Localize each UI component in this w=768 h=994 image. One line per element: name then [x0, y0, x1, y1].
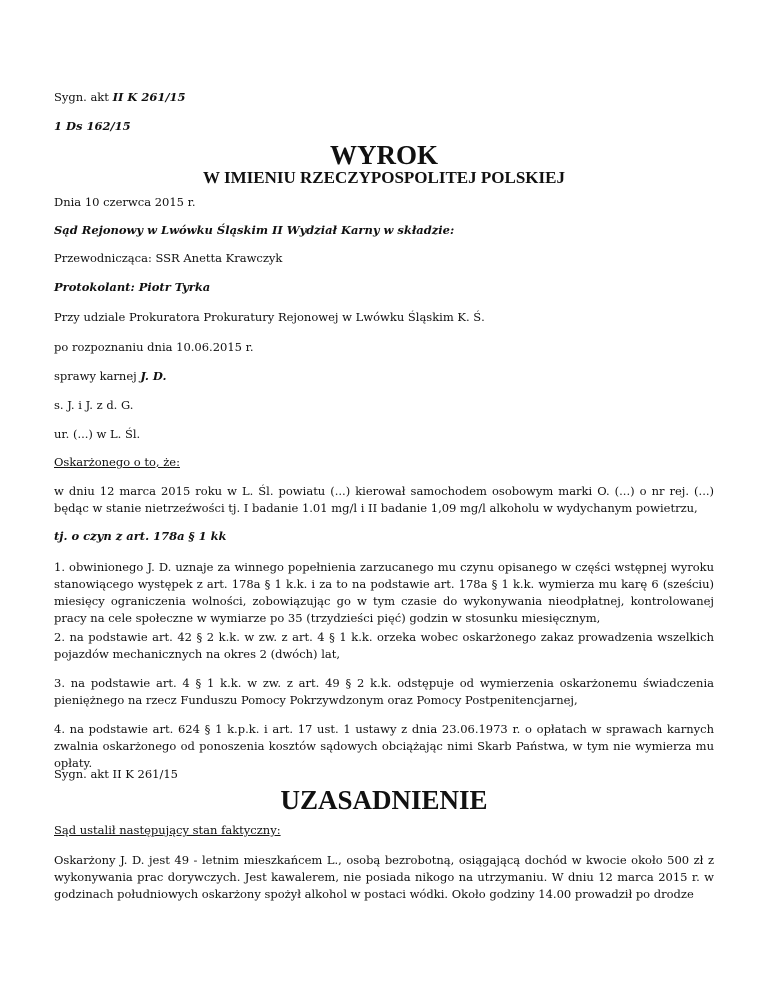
charge-article: tj. o czyn z art. 178a § 1 kk	[54, 529, 227, 543]
verdict-point-4: 4. na podstawie art. 624 § 1 k.p.k. i art. 17 ust. 1 ustawy z dnia 23.06.1973 r. o opłatach w sprawach karnych zwalnia oskarżonego od ponoszenia kosztów sądowych obciążając nimi Skarb Państwa, w tym nie wymierza mu opłaty.	[54, 722, 714, 770]
verdict-date: Dnia 10 czerwca 2015 r.	[54, 195, 196, 209]
facts-heading: Sąd ustalił następujący stan faktyczny:	[54, 823, 281, 837]
verdict-point-3: 3. na podstawie art. 4 § 1 k.k. w zw. z art. 49 § 2 k.k. odstępuje od wymierzenia oskarżonemu świadczenia pieniężnego na rzecz Funduszu Pomocy Pokrzywdzonym oraz Pomocy Postpenitencjarnej,	[54, 676, 714, 707]
facts-text: Oskarżony J. D. jest 49 - letnim mieszkańcem L., osobą bezrobotną, osiągającą dochód w kwocie około 500 zł z wykonywania prac dorywczych. Jest kawalerem, nie posiada nikogo na utrzymaniu. W dniu 12 marca 2015 r. w godzinach południowych oskarżony spożył alkohol w postaci wódki. Około godziny 14.00 prowadził po drodze	[54, 853, 714, 901]
parents-line: s. J. i J. z d. G.	[54, 398, 134, 412]
court-clerk: Protokolant: Piotr Tyrka	[54, 280, 211, 294]
verdict-title: WYROK	[330, 140, 438, 170]
court-composition: Sąd Rejonowy w Lwówku Śląskim II Wydział Karny w składzie:	[54, 223, 455, 237]
birth-line: ur. (...) w L. Śl.	[54, 427, 141, 441]
prosecutor: Przy udziale Prokuratora Prokuratury Rejonowej w Lwówku Śląskim K. Ś.	[54, 310, 485, 324]
case-signature	[54, 89, 714, 106]
hearing-date: po rozpoznaniu dnia 10.06.2015 r.	[54, 340, 254, 354]
justification-title: UZASADNIENIE	[280, 785, 488, 815]
case-prefix: sprawy karnej	[54, 369, 141, 383]
case-signature-value: II K 261/15	[112, 90, 186, 104]
case-line	[54, 368, 714, 385]
ds-number: 1 Ds 162/15	[54, 119, 131, 133]
case-signature-prefix: Sygn. akt	[54, 90, 113, 104]
charge-text: w dniu 12 marca 2015 roku w L. Śl. powiatu (...) kierował samochodem osobowym marki O. (...) o nr rej. (...) będąc w stanie nietrzeźwości tj. I badanie 1.01 mg/l i II badanie 1,09 mg/l alkoholu w wydychanym powietrzu,	[54, 484, 714, 515]
verdict-subtitle: W IMIENIU RZECZYPOSPOLITEJ POLSKIEJ	[203, 168, 565, 187]
case-signature-2: Sygn. akt II K 261/15	[54, 767, 179, 781]
charged-heading: Oskarżonego o to, że:	[54, 455, 180, 469]
presiding-judge: Przewodnicząca: SSR Anetta Krawczyk	[54, 251, 283, 265]
verdict-point-2: 2. na podstawie art. 42 § 2 k.k. w zw. z art. 4 § 1 k.k. orzeka wobec oskarżonego zakaz prowadzenia wszelkich pojazdów mechanicznych na okres 2 (dwóch) lat,	[54, 630, 714, 661]
case-name: J. D.	[140, 369, 167, 383]
verdict-point-1: 1. obwinionego J. D. uznaje za winnego popełnienia zarzucanego mu czynu opisanego w części wstępnej wyroku stanowiącego występek z art. 178a § 1 k.k. i za to na podstawie art. 178a § 1 k.k. wymierza mu karę 6 (sześciu) miesięcy ograniczenia wolności, zobowiązując go w tym czasie do wykonywania nieodpłatnej, kontrolowanej pracy na cele społeczne w wymiarze po 35 (trzydzieści pięć) godzin w stosunku miesięcznym,	[54, 560, 714, 625]
